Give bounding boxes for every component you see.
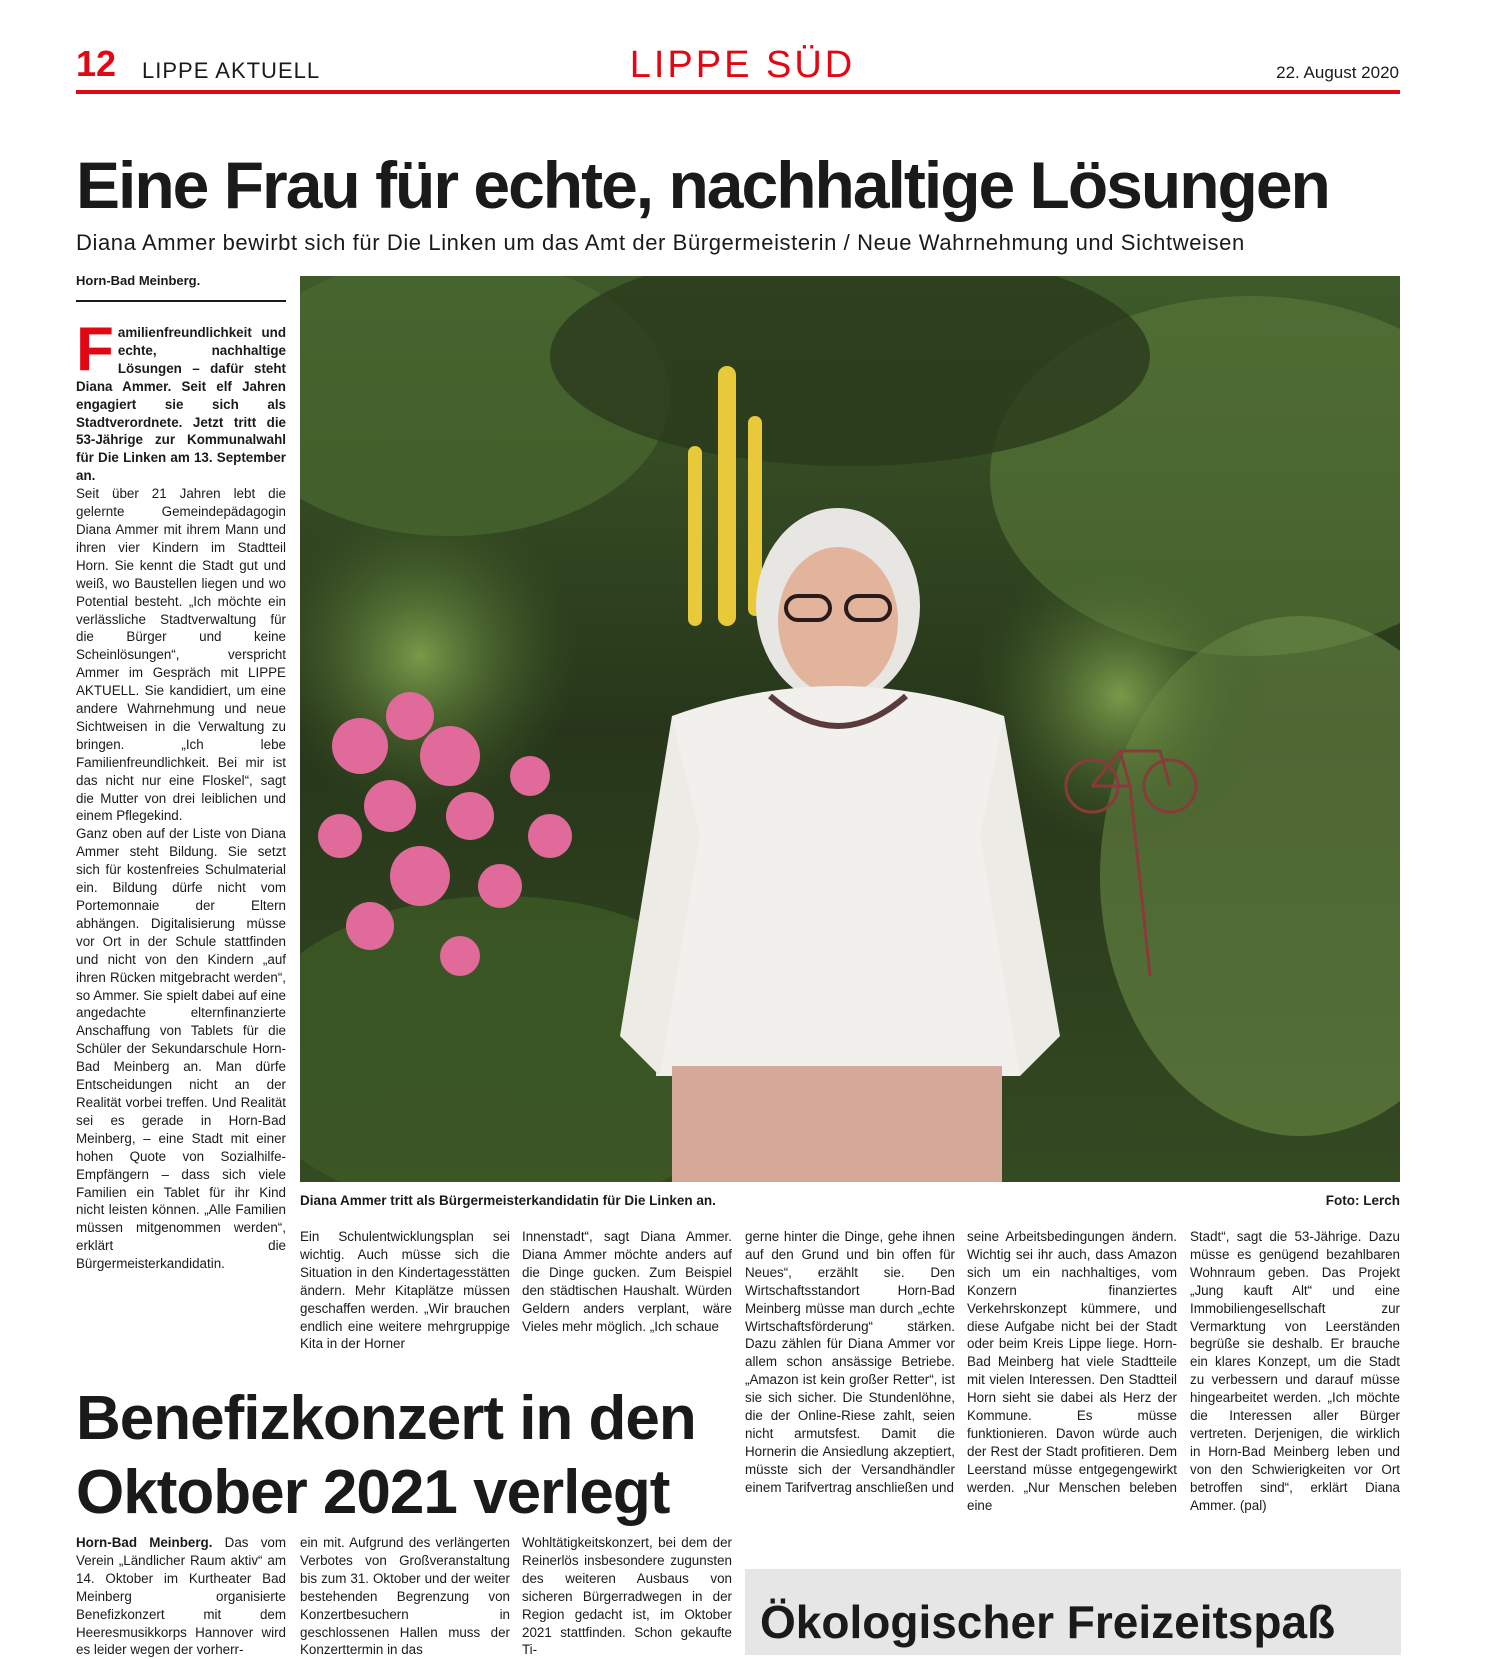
article-photo (300, 276, 1400, 1182)
photo-caption: Diana Ammer tritt als Bürgermeisterkandidatin für Die Linken an. (300, 1193, 716, 1208)
article-column-2: Ein Schulentwicklungsplan sei wichtig. Auch müsse sich die Situation in den Kindertagesstätten ändern. Mehr Kitaplätze müssen geschaffen werden. „Wir brauchen endlich eine weitere mehrgruppige Kita in der Horner (300, 1229, 510, 1352)
article2-column-2: ein mit. Aufgrund des verlängerten Verbotes von Großveranstaltung bis zum 31. Oktober und der weiter bestehenden Begrenzung von Konzertbesuchern in geschlossenen Hallen muss der Konzerttermin in das (300, 1535, 510, 1658)
drop-cap: F (76, 315, 114, 384)
portrait-photo-illustration (300, 276, 1400, 1182)
issue-date: 22. August 2020 (1276, 63, 1399, 82)
region-title: LIPPE SÜD (629, 44, 856, 86)
photo-credit: Foto: Lerch (1325, 1193, 1400, 1208)
article3-headline: Ökologischer Freizeitspaß (760, 1596, 1336, 1648)
article2-dateline: Horn-Bad Meinberg. (76, 1535, 213, 1550)
article-dateline: Horn-Bad Meinberg. (76, 273, 201, 288)
article-column-1 (76, 315, 286, 1273)
article2-column-1-text: Das vom Verein „Ländlicher Raum aktiv“ am 14. Oktober im Kurtheater Bad Meinberg organisierte Benefizkonzert mit dem Heeresmusikkorps Hannover wird es leider wegen der vorherr- (76, 1535, 286, 1658)
article-column-6: Stadt“, sagt die 53-Jährige. Dazu müsse es genügend bezahlbaren Wohnraum geben. Das Projekt „Jung kauft Alt“ und eine Immobiliengesellschaft zur Vermarktung von Leerständen begrüße sie deshalb. Er brauche ein klares Konzept, um die Stadt zu verbessern und darauf müsse hingearbeitet werden. „Ich möchte die Interessen aller Bürger vertreten. Derjenigen, die wirklich in Horn-Bad Meinberg leben und von den Schwierigkeiten vor Ort betroffen sind“, erklärt Diana Ammer. (pal) (1190, 1229, 1400, 1513)
article2-column-3: Wohltätigkeitskonzert, bei dem der Reinerlös insbesondere zugunsten des weiteren Ausbaus von sicheren Bürgerradwegen in der Region gedacht ist, im Oktober 2021 stattfinden. Schon gekaufte Ti- (522, 1535, 732, 1658)
section-name: LIPPE AKTUELL (142, 58, 321, 83)
dateline-rule (76, 300, 286, 302)
article-lead: amilienfreundlichkeit und echte, nachhaltige Lösungen – dafür steht Diana Ammer. Seit elf Jahren engagiert sie sich als Stadtverordnete. Jetzt tritt die 53-Jährige zur Kommunalwahl für Die Linken am 13. September an. (76, 325, 286, 484)
page-number: 12 (76, 43, 117, 84)
article-column-3: Innenstadt“, sagt Diana Ammer. Diana Ammer möchte anders auf die Dinge gucken. Zum Beispiel den städtischen Haushalt. Würden Geldern anders verplant, wäre Vieles mehr möglich. „Ich schaue (522, 1229, 732, 1334)
article2-headline: Benefizkonzert in den Oktober 2021 verlegt (76, 1384, 696, 1527)
article-body-paragraph: Seit über 21 Jahren lebt die gelernte Gemeindepädagogin Diana Ammer mit ihrem Mann und ihren vier Kindern im Stadtteil Horn. Sie kennt die Stadt gut und weiß, wo Baustellen liegen und wo Potential besteht. „Ich möchte ein verlässliche Stadtverwaltung für die Bürger und keine Scheinlösungen“, verspricht Ammer im Gespräch mit LIPPE AKTUELL. Sie kandidiert, um eine andere Wahrnehmung und neue Sichtweisen in die Verwaltung zu bringen. „Ich lebe Familienfreundlichkeit. Bei mir ist das nicht nur eine Floskel“, sagt die Mutter von drei leiblichen und einem Pflegekind. (76, 486, 286, 824)
header-rule (76, 90, 1400, 94)
article-body-paragraph: Ganz oben auf der Liste von Diana Ammer steht Bildung. Sie setzt sich für kostenfreies Schulmaterial ein. Bildung dürfe nicht vom Portemonnaie der Eltern abhängen. Digitalisierung müsse vor Ort in der Schule stattfinden und nicht von den Kindern „auf ihren Rücken mitgebracht werden“, so Ammer. Sie spielt dabei auf eine angedachte elternfinanzierte Anschaffung von Tablets für die Schüler der Sekundarschule Horn-Bad Meinberg an. Man dürfe Entscheidungen nicht an der Realität vorbei treffen. Und Realität sei es gerade in Horn-Bad Meinberg, – eine Stadt mit einer hohen Quote von Sozialhilfe-Empfängern – dass sich viele Familien ein Tablet für ihr Kind nicht leisten können. „Alle Familien müssen mitgenommen werden“, erklärt die Bürgermeisterkandidatin. (76, 826, 286, 1272)
article2-column-1 (76, 1534, 286, 1659)
article-headline: Eine Frau für echte, nachhaltige Lösungen (76, 148, 1329, 222)
article-column-4: gerne hinter die Dinge, gehe ihnen auf den Grund und bin offen für Neues“, erzählt sie. Den Wirtschaftsstandort Horn-Bad Meinberg müsse man durch „echte Wirtschaftsförderung“ stärken. Dazu zählen für Diana Ammer vor allem schon ansässige Betriebe. „Amazon ist kein großer Retter“, ist sie sich sicher. Die Stundenlöhne, die der Online-Riese zahlt, seien nicht armutsfest. Damit die Hornerin die Ansiedlung akzeptiert, müsste sich der Versandhändler einem Tarifvertrag anschließen und (745, 1229, 955, 1495)
article-subheadline: Diana Ammer bewirbt sich für Die Linken um das Amt der Bürgermeisterin / Neue Wahrnehmung und Sichtweisen (76, 230, 1245, 255)
article-column-5: seine Arbeitsbedingungen ändern. Wichtig sei ihr auch, dass Amazon sich um ein nachhaltiges, vom Konzern finanziertes Verkehrskonzept kümmere, und diese Aufgabe nicht bei der Stadt oder beim Kreis Lippe liege. Horn-Bad Meinberg hat viele Stadtteile mit vielen Interessen. Den Stadtteil Horn sieht sie dabei als Herz der Kommune. Es müsse funktionieren. Davon würde auch der Rest der Stadt profitieren. Dem Leerstand müsse entgegengewirkt werden. „Nur Menschen beleben eine (967, 1229, 1177, 1513)
